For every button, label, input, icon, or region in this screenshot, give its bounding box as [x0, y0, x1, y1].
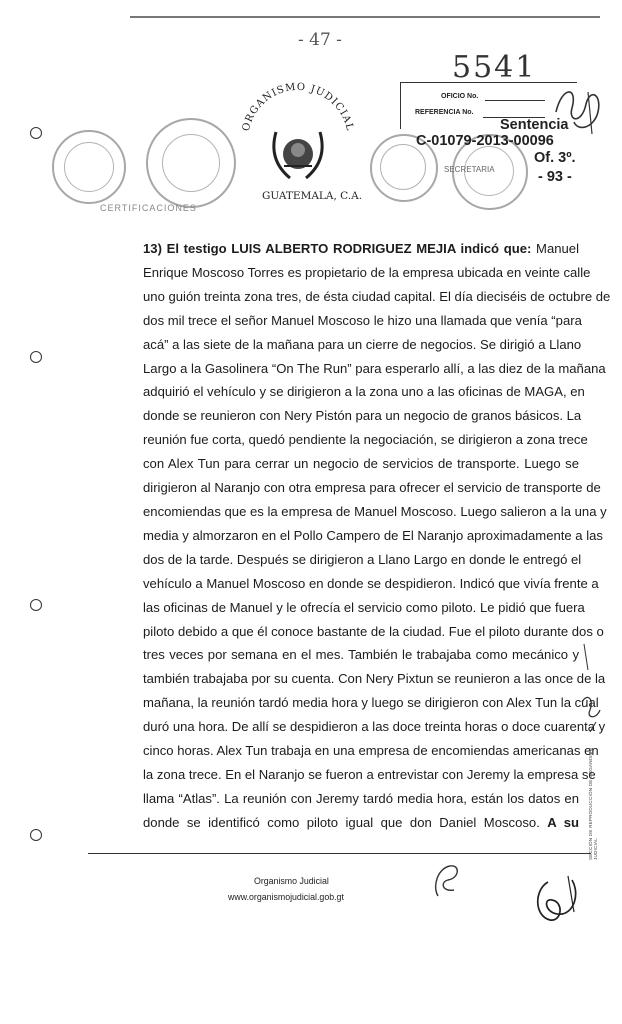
- signature-top-right: [548, 82, 608, 140]
- testimony-line: acá” a las siete de la mañana para un cierre de negocios. Se dirigió a Llano: [143, 336, 582, 352]
- left-stamp-2: [146, 118, 236, 208]
- page-number: - 93 -: [538, 169, 572, 185]
- oficial-label: Of. 3º.: [534, 150, 576, 166]
- testimony-line: dos de la tarde. Después se dirigieron a Llano Largo en donde le entregó el: [143, 551, 582, 567]
- testimony-line: Largo a la Gasolinera “On The Run” para esperarlo allí, a las diez de la mañana: [143, 360, 606, 376]
- testimony-line: duró una hora. De allí se despidieron a las doce treinta horas o doce cuarenta y: [143, 719, 606, 735]
- footer-org: Organismo Judicial: [254, 876, 329, 886]
- seal-arc-text: ORGANISMO JUDICIAL: [240, 81, 356, 133]
- seal-place: GUATEMALA, C.A.: [262, 190, 363, 202]
- testimony-line: llama “Atlas”. La reunión con Jeremy tardó media hora, están los datos en: [143, 790, 579, 806]
- footer-signature: [528, 872, 592, 930]
- oficio-line: [485, 100, 545, 101]
- testimony-line: mañana, la reunión tardó media hora y luego se dirigieron con Alex Tun la cual: [143, 695, 599, 711]
- testimony-line: dos mil trece el señor Manuel Moscoso le hizo una llamada que venía “para: [143, 312, 582, 328]
- case-handwritten-number: 5541: [452, 50, 537, 85]
- scan-top-edge: [130, 16, 600, 18]
- testimony-line: cinco horas. Alex Tun trabaja en una empresa de encomiendas americanas en: [143, 743, 599, 759]
- testimony-line: media y almorzaron en el Pollo Campero de El Naranjo aproximadamente a las: [143, 527, 603, 543]
- testimony-line: reunión fue corta, quedó pendiente la negociación, se dirigieron a zona trece: [143, 432, 588, 448]
- last-line-regular: donde se identificó como piloto igual que don Daniel Moscoso.: [143, 814, 548, 830]
- testimony-line-1-rest: Manuel: [531, 241, 579, 256]
- left-stamp-1: [52, 130, 126, 204]
- svg-text:ORGANISMO JUDICIAL: [241, 82, 355, 133]
- sentencia-label: Sentencia: [500, 117, 569, 133]
- case-number: C-01079-2013-00096: [416, 133, 554, 149]
- testimony-line: Enrique Moscoso Torres es propietario de la empresa ubicada en veinte calle: [143, 264, 591, 280]
- testimony-line: piloto debido a que él conoce bastante de la ciudad. Fue el piloto durante dos o: [143, 623, 604, 639]
- testimony-line: dirigieron al Naranjo con otra empresa para ofrecer el servicio de transporte de: [143, 480, 601, 496]
- testimony-line: con Alex Tun para cerrar un negocio de servicios de transporte. Luego se: [143, 456, 579, 472]
- margin-pen-marks: [580, 640, 610, 740]
- testimony-line: encomiendas que es la empresa de Manuel Moscoso. Luego salieron a la una y: [143, 503, 607, 519]
- testimony-line: la zona trece. En el Naranjo se fueron a entrevistar con Jeremy la empresa se: [143, 766, 596, 782]
- testimony-line-1: [143, 237, 579, 261]
- side-note: SECCIÓN DE REPRODUCCIÓN DE ORGANISMO JUDICIAL: [588, 747, 598, 860]
- footer-rule: [88, 853, 591, 854]
- folio-handwritten: - 47 -: [298, 30, 342, 50]
- testimony-line: también trabajaba por su cuenta. Con Nery Pixtun se reunieron a las once de la: [143, 671, 606, 687]
- footer-url: www.organismojudicial.gob.gt: [228, 892, 344, 902]
- testimony-line: uno guión treinta zona tres, de ésta ciudad capital. El día dieciséis de octubre de: [143, 288, 611, 304]
- punch-hole-4: [30, 829, 42, 841]
- testimony-line: vehículo a Manuel Moscoso en donde se despidieron. Indicó que vivía frente a: [143, 575, 599, 591]
- footer-initials: [424, 856, 474, 906]
- right-stamp-caption: SECRETARIA: [444, 165, 495, 174]
- testimony-line-last: [143, 811, 579, 835]
- last-line-text: [143, 815, 579, 830]
- testimony-line: adquirió el vehículo y se dirigieron a la zona uno a las oficinas de MAGA, en: [143, 384, 585, 400]
- testimony-line: donde se reunieron con Nery Pistón para un negocio de granos básicos. La: [143, 408, 582, 424]
- testimony-line: tres veces por semana en el mes. También le trabajaba como mecánico y: [143, 647, 579, 663]
- referencia-label: REFERENCIA No.: [415, 109, 474, 116]
- last-line-bold: A su: [547, 814, 579, 830]
- left-stamp-caption: CERTIFICACIONES: [100, 203, 197, 213]
- testimony-line-1-bold: 13) El testigo LUIS ALBERTO RODRIGUEZ MEJIA indicó que:: [143, 241, 532, 256]
- punch-hole-1: [30, 127, 42, 139]
- judicial-seal: [228, 70, 368, 210]
- testimony-line: las oficinas de Manuel y le ofrecía el servicio como piloto. Le pidió que fuera: [143, 599, 585, 615]
- oficio-label: OFICIO No.: [441, 93, 479, 100]
- punch-hole-2: [30, 351, 42, 363]
- punch-hole-3: [30, 599, 42, 611]
